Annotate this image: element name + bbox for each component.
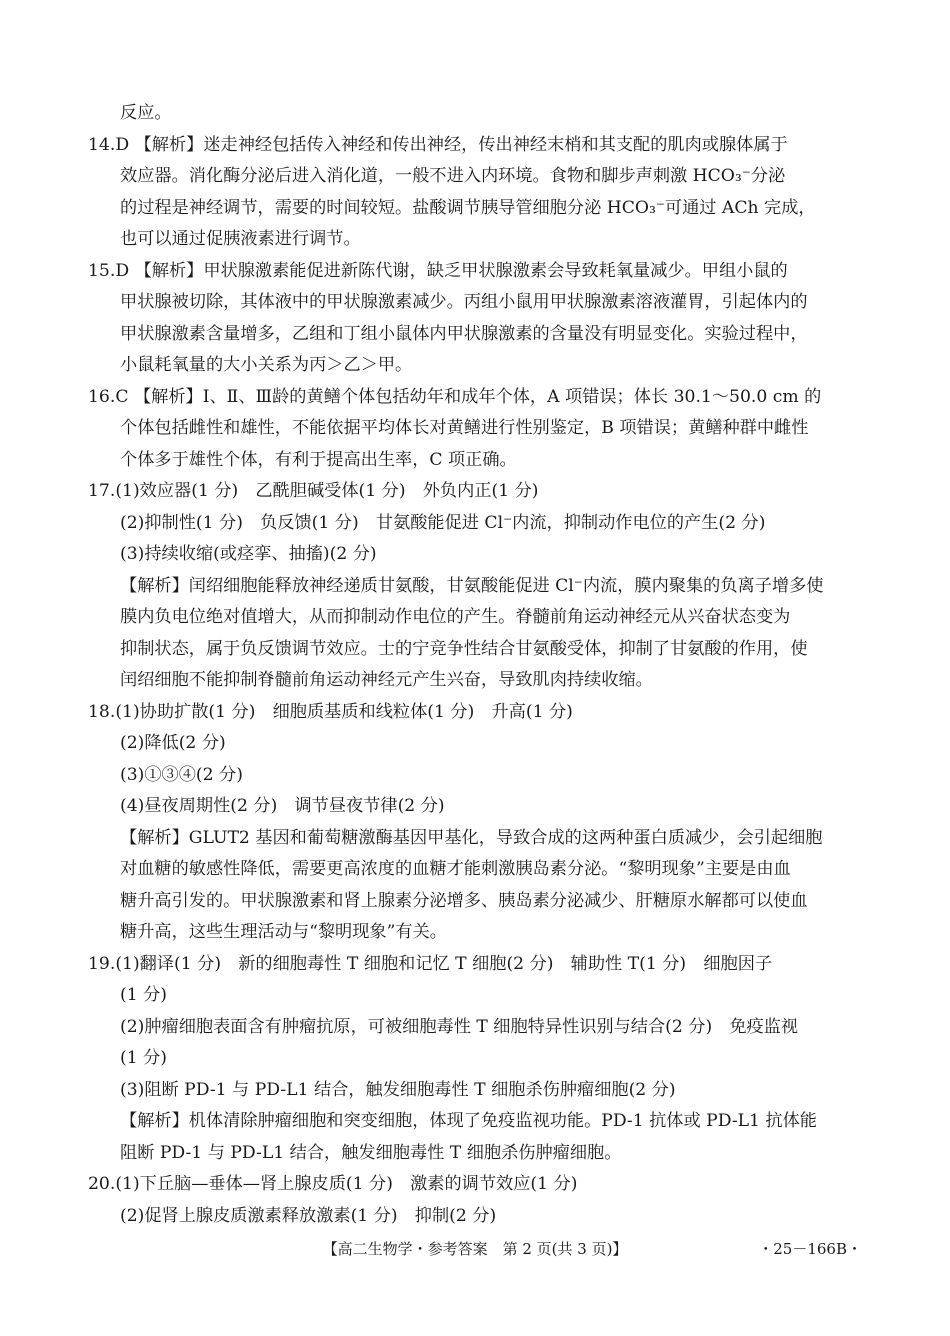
text-line: (4)昼夜周期性(2 分) 调节昼夜节律(2 分) (120, 796, 445, 816)
text-line: 18.(1)协助扩散(1 分) 细胞质基质和线粒体(1 分) 升高(1 分) (88, 701, 573, 722)
text-line: 17.(1)效应器(1 分) 乙酰胆碱受体(1 分) 外负内正(1 分) (88, 481, 539, 501)
text-line: 20.(1)下丘脑—垂体—肾上腺皮质(1 分) 激素的调节效应(1 分) (88, 1174, 578, 1194)
page-footer (0, 1234, 950, 1264)
text-line: (3)阻断 PD-1 与 PD-L1 结合，触发细胞毒性 T 细胞杀伤肿瘤细胞(2 分) (120, 1079, 676, 1100)
text-line: 糖升高，这些生理活动与“黎明现象”有关。 (120, 922, 447, 942)
text-line: (2)抑制性(1 分) 负反馈(1 分) 甘氨酸能促进 Cl⁻内流，抑制动作电位的产生(2 分) (120, 512, 766, 533)
text-line: 的过程是神经调节，需要的时间较短。盐酸调节胰导管细胞分泌 HCO₃⁻可通过 ACh 完成， (120, 197, 816, 218)
text-line: 【解析】GLUT2 基因和葡萄糖激酶基因甲基化，导致合成的这两种蛋白质减少，会引起细胞 (120, 827, 823, 848)
footer-code: ・25－166B・ (758, 1240, 862, 1258)
text-line: 糖升高引发的。甲状腺激素和肾上腺素分泌增多、胰岛素分泌减少、肝糖原水解都可以使血 (120, 890, 808, 911)
text-line: 甲状腺激素含量增多，乙组和丁组小鼠体内甲状腺激素的含量没有明显变化。实验过程中， (120, 323, 808, 344)
text-line: 反应。 (120, 103, 172, 123)
text-line: 抑制状态，属于负反馈调节效应。士的宁竞争性结合甘氨酸受体，抑制了甘氨酸的作用，使 (120, 638, 808, 659)
text-line: 效应器。消化酶分泌后进入消化道，一般不进入内环境。食物和脚步声刺激 HCO₃⁻分泌 (120, 166, 786, 186)
text-line: 阻断 PD-1 与 PD-L1 结合，触发细胞毒性 T 细胞杀伤肿瘤细胞。 (120, 1142, 622, 1163)
text-line: 也可以通过促胰液素进行调节。 (120, 229, 361, 249)
text-line: (2)促肾上腺皮质激素释放激素(1 分) 抑制(2 分) (120, 1205, 497, 1226)
text-line: 个体多于雄性个体，有利于提高出生率，C 项正确。 (120, 449, 517, 470)
answer-content (88, 98, 864, 1232)
text-line: 小鼠耗氧量的大小关系为丙＞乙＞甲。 (120, 355, 413, 375)
text-line: 甲状腺被切除，其体液中的甲状腺激素减少。丙组小鼠用甲状腺激素溶液灌胃，引起体内的 (120, 292, 808, 312)
text-line: 膜内负电位绝对值增大，从而抑制动作电位的产生。脊髓前角运动神经元从兴奋状态变为 (120, 607, 791, 627)
text-line: 【解析】机体清除肿瘤细胞和突变细胞，体现了免疫监视功能。PD-1 抗体或 PD-L1 抗体能 (120, 1111, 817, 1131)
text-line: (3)①③④(2 分) (120, 764, 243, 785)
text-line: 闰绍细胞不能抑制脊髓前角运动神经元产生兴奋，导致肌肉持续收缩。 (120, 670, 653, 690)
text-line: 19.(1)翻译(1 分) 新的细胞毒性 T 细胞和记忆 T 细胞(2 分) 辅助性 T(1 分) 细胞因子 (88, 953, 773, 974)
text-line: 【解析】闰绍细胞能释放神经递质甘氨酸，甘氨酸能促进 Cl⁻内流，膜内聚集的负离子增多使 (120, 575, 824, 596)
text-line: (1 分) (120, 1048, 167, 1068)
text-line: (2)降低(2 分) (120, 733, 226, 753)
text-line: 14.D 【解析】迷走神经包括传入神经和传出神经，传出神经末梢和其支配的肌肉或腺体属于 (88, 134, 788, 155)
text-line: (1 分) (120, 985, 167, 1005)
text-line: 个体包括雌性和雄性，不能依据平均体长对黄鳝进行性别鉴定，B 项错误；黄鳝种群中雌性 (120, 418, 809, 438)
text-line: 16.C 【解析】Ⅰ、Ⅱ、Ⅲ龄的黄鳝个体包括幼年和成年个体，A 项错误；体长 30.1～50.0 cm 的 (88, 386, 822, 407)
text-line: (3)持续收缩(或痉挛、抽搐)(2 分) (120, 544, 377, 564)
text-line: 对血糖的敏感性降低，需要更高浓度的血糖才能刺激胰岛素分泌。“黎明现象”主要是由血 (120, 859, 791, 879)
text-line: 15.D 【解析】甲状腺激素能促进新陈代谢，缺乏甲状腺激素会导致耗氧量减少。甲组小鼠的 (88, 260, 788, 281)
footer-title: 【高二生物学・参考答案 第 2 页(共 3 页)】 (322, 1240, 628, 1258)
text-line: (2)肿瘤细胞表面含有肿瘤抗原，可被细胞毒性 T 细胞特异性识别与结合(2 分) 免疫监视 (120, 1016, 799, 1037)
